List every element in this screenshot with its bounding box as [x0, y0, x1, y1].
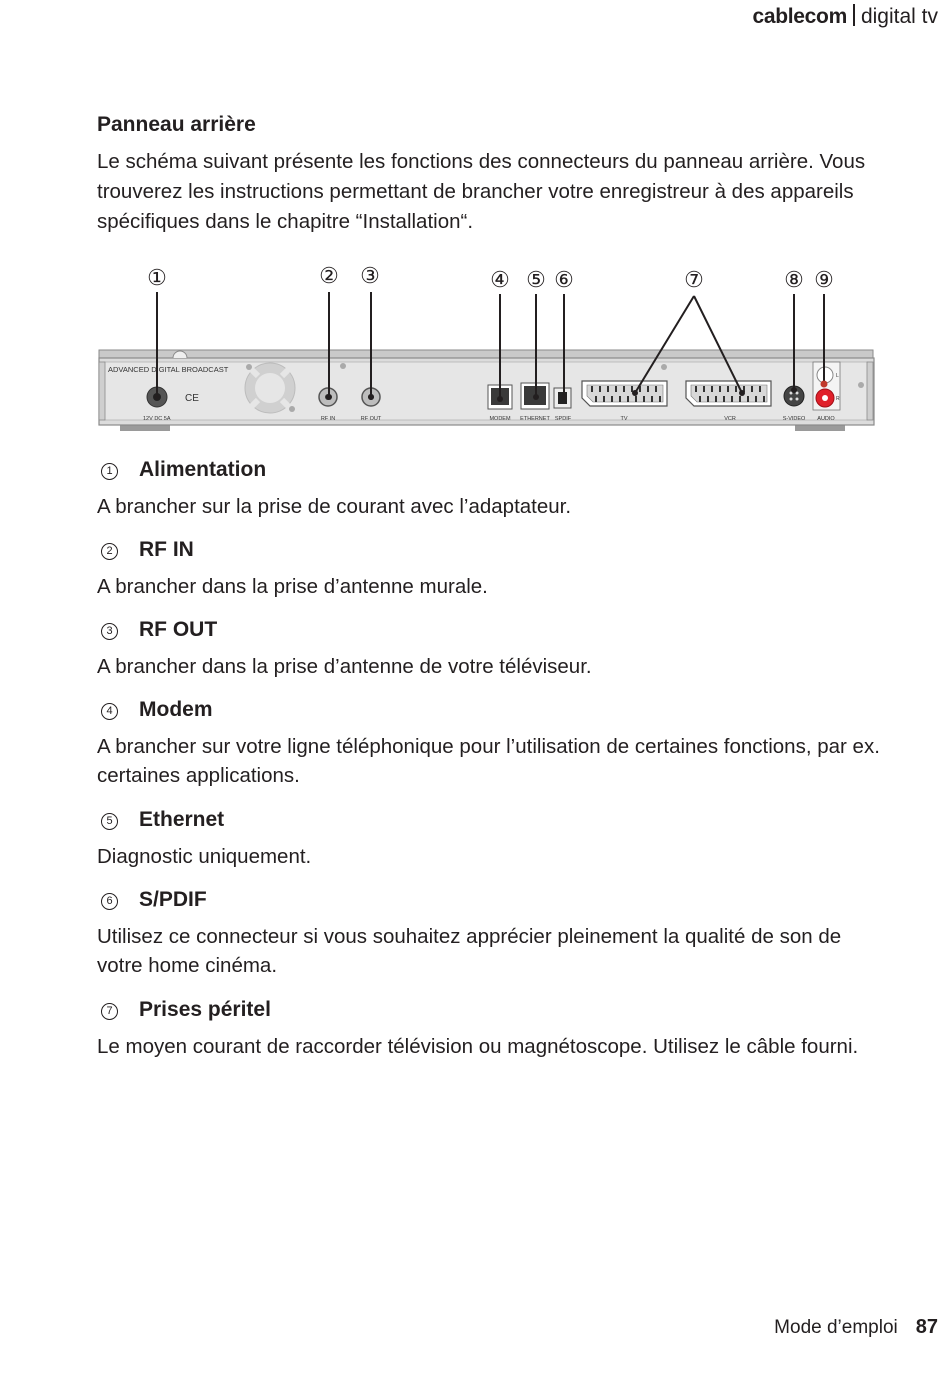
item-text-ethernet: Diagnostic uniquement. [97, 845, 312, 868]
brand-header [752, 4, 938, 29]
item-text-prises-peritel: Le moyen courant de raccorder télévision ou magnétoscope. Utilisez le câble fourni. [97, 1035, 859, 1058]
port-label-spdif: SPDIF [554, 416, 572, 422]
item-title: Alimentation [139, 458, 267, 481]
ce-mark: CE [185, 393, 199, 404]
item-number: 5 [101, 813, 118, 830]
callout-2: ② [319, 263, 339, 288]
item-text-rf-in: A brancher dans la prise d’antenne murale. [97, 575, 488, 598]
audio-l-label: L [836, 373, 839, 379]
item-title: S/PDIF [139, 888, 207, 911]
item-text-spdif: Utilisez ce connecteur si vous souhaitez apprécier pleinement la qualité de son de votre home cinéma. [97, 925, 842, 977]
item-number: 6 [101, 893, 118, 910]
callout-1: ① [147, 265, 167, 290]
item-title: Ethernet [139, 808, 225, 831]
audio-r-label: R [836, 396, 840, 402]
item-number: 1 [101, 463, 118, 480]
item-heading-alimentation [97, 458, 267, 482]
item-title: Modem [139, 698, 213, 721]
callout-8: ⑧ [784, 267, 804, 292]
item-heading-rf-in [97, 538, 194, 562]
port-label-s-video: S-VIDEO [782, 416, 806, 422]
page-number: 87 [915, 1316, 938, 1338]
item-heading-spdif [97, 888, 207, 912]
callout-3: ③ [360, 263, 380, 288]
section-intro: Le schéma suivant présente les fonctions des connecteurs du panneau arrière. Vous trouverez les instructions permettant de brancher votre enregistreur à des appareils spécifiques dans le chapitre “Installation“. [97, 150, 866, 233]
item-heading-modem [97, 698, 213, 722]
fan-grille [245, 363, 295, 413]
item-number: 4 [101, 703, 118, 720]
brand-name: cablecom [752, 5, 847, 28]
port-label-rf-out: RF OUT [360, 416, 382, 422]
item-text-modem: A brancher sur votre ligne téléphonique pour l’utilisation de certaines fonctions, par ex. certaines applications. [97, 735, 880, 787]
callout-4: ④ [490, 267, 510, 292]
section-title: Panneau arrière [97, 113, 256, 136]
item-title: Prises péritel [139, 998, 271, 1021]
callout-6: ⑥ [554, 267, 574, 292]
port-label-ethernet: ETHERNET [520, 416, 550, 422]
item-heading-rf-out [97, 618, 218, 642]
port-label-audio: AUDIO [817, 416, 835, 422]
item-number: 7 [101, 1003, 118, 1020]
callout-9: ⑨ [814, 267, 834, 292]
footer-manual-label: Mode d’emploi [774, 1317, 898, 1338]
item-text-rf-out: A brancher dans la prise d’antenne de votre téléviseur. [97, 655, 592, 678]
callout-7: ⑦ [684, 267, 704, 292]
device-brand-label: ADVANCED DIGITAL BROADCAST [108, 365, 229, 374]
port-label-power: 12V DC 5A [143, 416, 171, 422]
callout-5: ⑤ [526, 267, 546, 292]
rear-panel-diagram [0, 258, 950, 438]
port-label-modem: MODEM [489, 416, 511, 422]
item-heading-prises-peritel [97, 998, 271, 1022]
port-label-rf-in: RF IN [320, 416, 336, 422]
item-title: RF OUT [139, 618, 218, 641]
brand-separator [853, 4, 855, 26]
item-title: RF IN [139, 538, 194, 561]
port-label-tv: TV [620, 416, 628, 422]
item-number: 2 [101, 543, 118, 560]
item-text-alimentation: A brancher sur la prise de courant avec l’adaptateur. [97, 495, 572, 518]
item-number: 3 [101, 623, 118, 640]
page-footer [774, 1316, 938, 1339]
port-label-vcr: VCR [724, 416, 736, 422]
brand-subtitle: digital tv [860, 5, 938, 28]
item-heading-ethernet [97, 808, 225, 832]
